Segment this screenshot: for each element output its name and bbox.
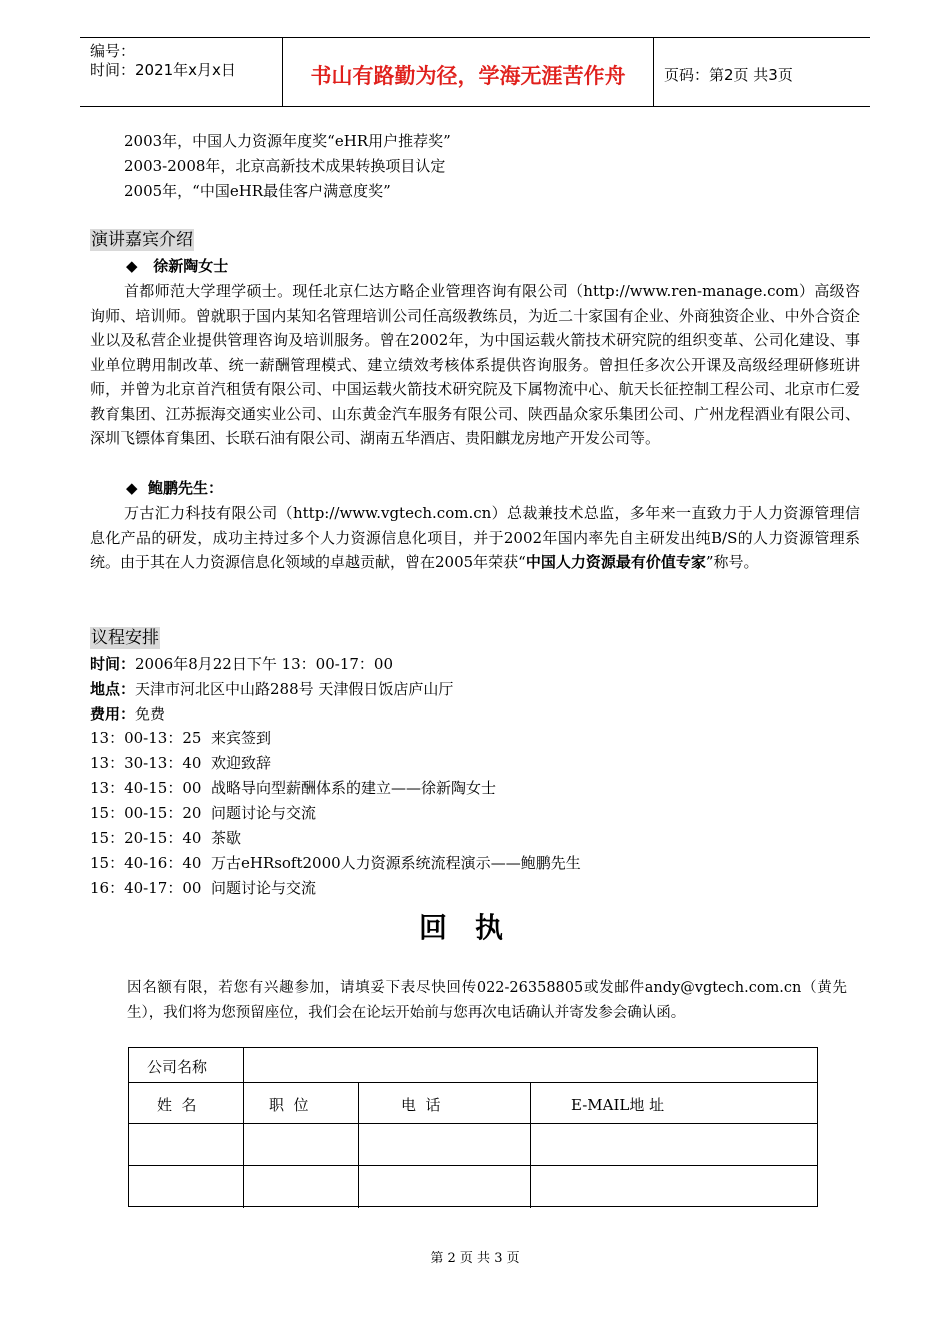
speaker2-bio-text: 万古汇力科技有限公司（http://www.vgtech.com.cn）总裁兼技术总监，多年来一直致力于人力资源管理信息化产品的研发，成功主持过多个人力资源信息化项目，并于2002年国内率先自主研发出纯B/S的人力资源管理系统。由于其在人力资源信息化领域的卓越贡献，曾在2005年荣获“: [90, 504, 860, 571]
speaker2-bio-end: ”称号。: [705, 553, 759, 571]
agenda-item: 13：00-13：25 来宾签到: [90, 729, 271, 747]
header-right-cell: [654, 38, 870, 106]
agenda-item: 13：40-15：00 战略导向型薪酬体系的建立——徐新陶女士: [90, 779, 496, 797]
speaker1-bio: 首都师范大学理学硕士。现任北京仁达方略企业管理咨询有限公司（http://www.ren-manage.com）高级咨询师、培训师。曾就职于国内某知名管理培训公司任高级教练员，为近二十家国有企业、外商独资企业、中外合资企业以及私营企业提供管理咨询及培训服务。曾在2002年，为中国运载火箭技术研究院的组织变革、公司化建设、事业单位聘用制改革、统一薪酬管理模式、建立绩效考核体系提供咨询服务。曾担任多次公开课及高级经理研修班讲师，并曾为北京首汽租赁有限公司、中国运载火箭技术研究院及下属物流中心、航天长征控制工程公司、北京市仁爱教育集团、江苏振海交通实业公司、山东黄金汽车服务有限公司、陕西晶众家乐集团公司、广州龙程酒业有限公司、深圳飞镖体育集团、长联石油有限公司、湖南五华酒店、贵阳麒龙房地产开发公司等。: [90, 282, 860, 447]
form-divider: [358, 1083, 359, 1208]
form-divider: [530, 1083, 531, 1208]
speaker1-name: 徐新陶女士: [153, 257, 229, 275]
agenda-item: 15：40-16：40 万古eHRsoft2000人力资源系统流程演示——鲍鹏先生: [90, 854, 581, 872]
name-field[interactable]: [130, 1125, 242, 1164]
page-indicator: 页码：第2页 共3页: [664, 66, 793, 84]
reply-intro: 因名额有限，若您有兴趣参加，请填妥下表尽快回传022-26358805或发邮件andy@vgtech.com.cn（黄先生），我们将为您预留座位，我们会在论坛开始前与您再次电话确认并寄发参会确认函。: [127, 980, 847, 1021]
award-item: 2003-2008年，北京高新技术成果转换项目认定: [124, 157, 446, 175]
speaker1-heading: [126, 256, 228, 276]
reply-title: 回执: [418, 911, 531, 944]
col-email-header: E-MAIL地 址: [571, 1096, 665, 1114]
page-footer: 第 2 页 共 3 页: [430, 1251, 520, 1266]
registration-form: [128, 1047, 818, 1207]
agenda-item: 15：00-15：20 问题讨论与交流: [90, 804, 316, 822]
speaker2-title-emphasis: 中国人力资源最有价值专家: [525, 553, 706, 571]
phone-field[interactable]: [360, 1125, 529, 1164]
form-divider: [129, 1123, 817, 1124]
form-divider: [243, 1083, 244, 1208]
position-field[interactable]: [245, 1167, 357, 1206]
speaker2-heading: [126, 478, 223, 498]
col-phone-header: 电 话: [401, 1096, 441, 1114]
col-name-header: 姓 名: [157, 1096, 197, 1114]
section-title-agenda: 议程安排: [91, 628, 159, 648]
award-item: 2003年，中国人力资源年度奖“eHR用户推荐奖”: [124, 132, 451, 150]
agenda-fee: [90, 704, 165, 724]
header-left-cell: [80, 38, 283, 106]
agenda-time-label: 时间：: [90, 655, 136, 673]
agenda-fee-label: 费用：: [90, 705, 136, 723]
name-field[interactable]: [130, 1167, 242, 1206]
agenda-place-label: 地点：: [90, 680, 136, 698]
form-divider: [129, 1082, 817, 1083]
diamond-bullet-icon: ◆: [126, 257, 138, 275]
document-code: 编号：: [90, 42, 136, 60]
header-center-cell: [283, 38, 654, 106]
agenda-fee-value: 免费: [135, 705, 166, 723]
agenda-item: 16：40-17：00 问题讨论与交流: [90, 879, 316, 897]
agenda-time-value: 2006年8月22日下午 13：00-17：00: [135, 655, 394, 673]
speaker2-name: 鲍鹏先生：: [148, 479, 224, 497]
document-date: 时间：2021年x月x日: [90, 61, 236, 79]
email-field[interactable]: [532, 1167, 816, 1206]
form-divider: [129, 1165, 817, 1166]
agenda-place: [90, 679, 453, 699]
award-item: 2005年，“中国eHR最佳客户满意度奖”: [124, 182, 391, 200]
agenda-place-value: 天津市河北区中山路288号 天津假日饭店庐山厅: [135, 680, 454, 698]
phone-field[interactable]: [360, 1167, 529, 1206]
email-field[interactable]: [532, 1125, 816, 1164]
speaker2-bio: [90, 501, 860, 575]
position-field[interactable]: [245, 1125, 357, 1164]
agenda-item: 13：30-13：40 欢迎致辞: [90, 754, 271, 772]
form-divider: [243, 1048, 244, 1083]
company-label: 公司名称: [147, 1058, 208, 1076]
company-name-field[interactable]: [245, 1049, 815, 1081]
agenda-item: 15：20-15：40 茶歇: [90, 829, 241, 847]
header-motto: 书山有路勤为径，学海无涯苦作舟: [310, 64, 626, 88]
section-title-speakers: 演讲嘉宾介绍: [91, 230, 193, 250]
col-position-header: 职 位: [269, 1096, 309, 1114]
agenda-time: [90, 654, 393, 674]
page-header: [80, 37, 870, 107]
diamond-bullet-icon: ◆: [126, 479, 138, 497]
